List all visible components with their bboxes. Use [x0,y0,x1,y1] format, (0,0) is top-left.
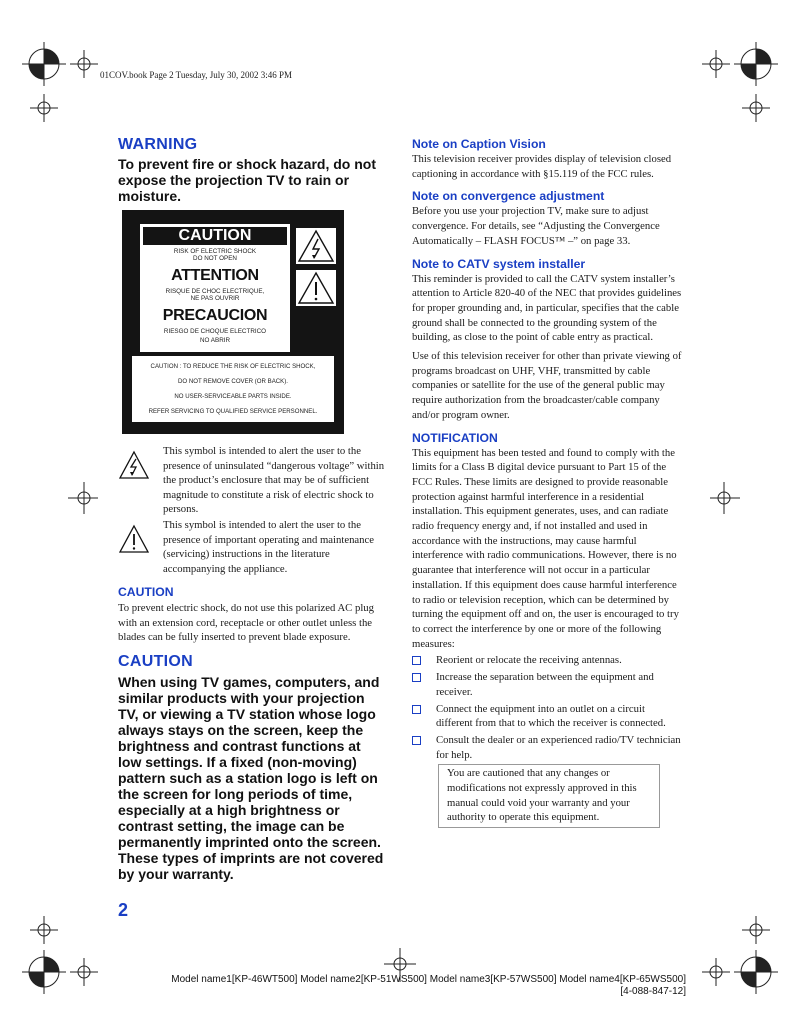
measures-list [412,653,682,762]
attention-label-title: ATTENTION [171,267,259,284]
notification-heading: NOTIFICATION [412,430,498,445]
precaucion-label-title: PRECAUCION [162,307,268,324]
symbol-explanation-lightning [118,444,388,516]
registration-mark-top-left [22,40,112,124]
caution-notice-line: REFER SERVICING TO QUALIFIED SERVICE PERSONNEL. [148,408,318,415]
book-info: 01COV.book Page 2 Tuesday, July 30, 2002 3:46 PM [100,70,293,80]
right-column [412,137,682,828]
cautioned-note-box: You are cautioned that any changes or modifications not expressly approved in this manual could void your warranty and your authority to operate this equipment. [438,764,660,828]
caution-label-upper [132,222,334,352]
caption-vision-text: This television receiver provides display of television closed captioning in accordance with §15.119 of the FCC rules. [412,153,672,180]
caution-label-notice [132,356,334,422]
attention-label-sub2: NE PAS OUVRIR [190,295,240,302]
list-item [412,702,682,731]
left-column [118,136,386,204]
symbol2-text: This symbol is intended to alert the user to the presence of important operating and maintenance (servicing) instructions in the literature accompanying the appliance. [163,519,374,575]
checkbox-bullet-icon [412,736,421,745]
catv-text-1: This reminder is provided to call the CATV system installer’s attention to Article 820-40 of the NEC that provides guidelines for proper grounding and, in particular, specifies that the cable ground shall be connected to the grounding system of the building, as close to the point of cable entry as practical. [412,272,682,344]
lightning-symbol-icon [118,450,150,485]
measure-text: Reorient or relocate the receiving antennas. [436,654,622,667]
registration-mark-bottom-left [22,914,112,1004]
footer-part-number: [4-088-847-12] [620,986,686,997]
list-item [412,653,682,668]
page-number: 2 [118,900,129,920]
exclamation-warning-icon [296,270,336,306]
warning-heading: WARNING [118,136,198,153]
notification-text: This equipment has been tested and found to comply with the limits for a Class B digital device pursuant to Part 15 of the FCC Rules. These limits are designed to provide reasonable protection against harmful interference in a residential installation. This equipment generates, uses, and can radiate radio frequency energy and, if not installed and used in accordance with the instructions, may cause harmful interference with radio communications. However, there is no guarantee that interference will not occur in a particular installation. If this equipment does cause harmful interference to radio or television reception, which can be determined by turning the equipment off and on, the user is encouraged to try to correct the interference by one or more of the following measures: [412,446,679,650]
measure-text: Consult the dealer or an experienced radio/TV technician for help. [436,733,681,761]
registration-mark-mid-left [68,478,98,518]
caution-label-sub1: RISK OF ELECTRIC SHOCK [173,248,257,255]
caution2-text: When using TV games, computers, and similar products with your projection TV, or viewing a TV station whose logo always stays on the screen, keep the brightness and contrast functions at low settings. If a fixed (non-moving) pattern such as a station logo is left on the screen for long periods of time, especially at a high brightness or contrast setting, the image can be permanently imprinted onto the screen. These types of imprints are not covered by your warranty. [118,674,384,883]
catv-heading: Note to CATV system installer [412,256,586,271]
precaucion-label-sub1: RIESGO DE CHOQUE ELECTRICO [163,328,267,335]
checkbox-bullet-icon [412,705,421,714]
caution-text: To prevent electric shock, do not use this polarized AC plug with an extension cord, receptacle or other outlet unless the blades can be fully inserted to prevent blade exposure. [118,602,374,644]
footer [171,974,686,998]
measure-text: Connect the equipment into an outlet on a circuit different from that to which the receiver is connected. [436,702,666,730]
caution2-heading: CAUTION [118,653,193,671]
list-item [412,670,682,699]
caution-label-panel [140,224,290,352]
registration-mark-top-right [688,40,778,124]
registration-mark-bottom-right [688,914,778,1004]
symbol-explanation-exclamation [118,518,388,578]
symbol1-text: This symbol is intended to alert the user to the presence of uninsulated “dangerous voltage” within the product’s enclosure that may be of sufficient magnitude to constitute a risk of electric shock to persons. [163,445,385,516]
caution-label-sub2: DO NOT OPEN [193,255,237,262]
registration-mark-mid-right [710,478,740,518]
checkbox-bullet-icon [412,673,421,682]
lightning-warning-icon [296,228,336,264]
attention-label-sub1: RISQUE DE CHOC ELECTRIQUE, [165,288,265,295]
convergence-heading: Note on convergence adjustment [412,189,605,204]
warning-text: To prevent fire or shock hazard, do not expose the projection TV to rain or moisture. [118,156,376,204]
precaucion-label-sub2: NO ABRIR [199,337,231,344]
left-lower-column [118,585,386,882]
caution-notice-line: CAUTION : TO REDUCE THE RISK OF ELECTRIC SHOCK, [150,363,316,370]
list-item [412,733,682,762]
footer-models: Model name1[KP-46WT500] Model name2[KP-51WS500] Model name3[KP-57WS500] Model name4[KP-65WS500] [171,974,686,985]
caption-vision-heading: Note on Caption Vision [412,137,546,151]
caution-heading: CAUTION [118,585,174,599]
caution-label [122,210,344,434]
convergence-text: Before you use your projection TV, make sure to adjust convergence. For details, see “Adjusting the Convergence Automatically – FLASH FOCUS™ –” on page 33. [412,205,660,247]
caution-label-title: CAUTION [178,227,252,244]
catv-text-2: Use of this television receiver for other than private viewing of programs broadcast on UHF, VHF, transmitted by cable companies or satellite for the use of the general public may require authorization from the broadcaster/cable company and/or program owner. [412,350,682,421]
caution-notice-line: NO USER-SERVICEABLE PARTS INSIDE. [174,393,292,400]
caution-notice-line: DO NOT REMOVE COVER (OR BACK). [178,378,288,385]
exclamation-symbol-icon [118,524,150,559]
measure-text: Increase the separation between the equipment and receiver. [436,671,654,698]
checkbox-bullet-icon [412,656,421,665]
